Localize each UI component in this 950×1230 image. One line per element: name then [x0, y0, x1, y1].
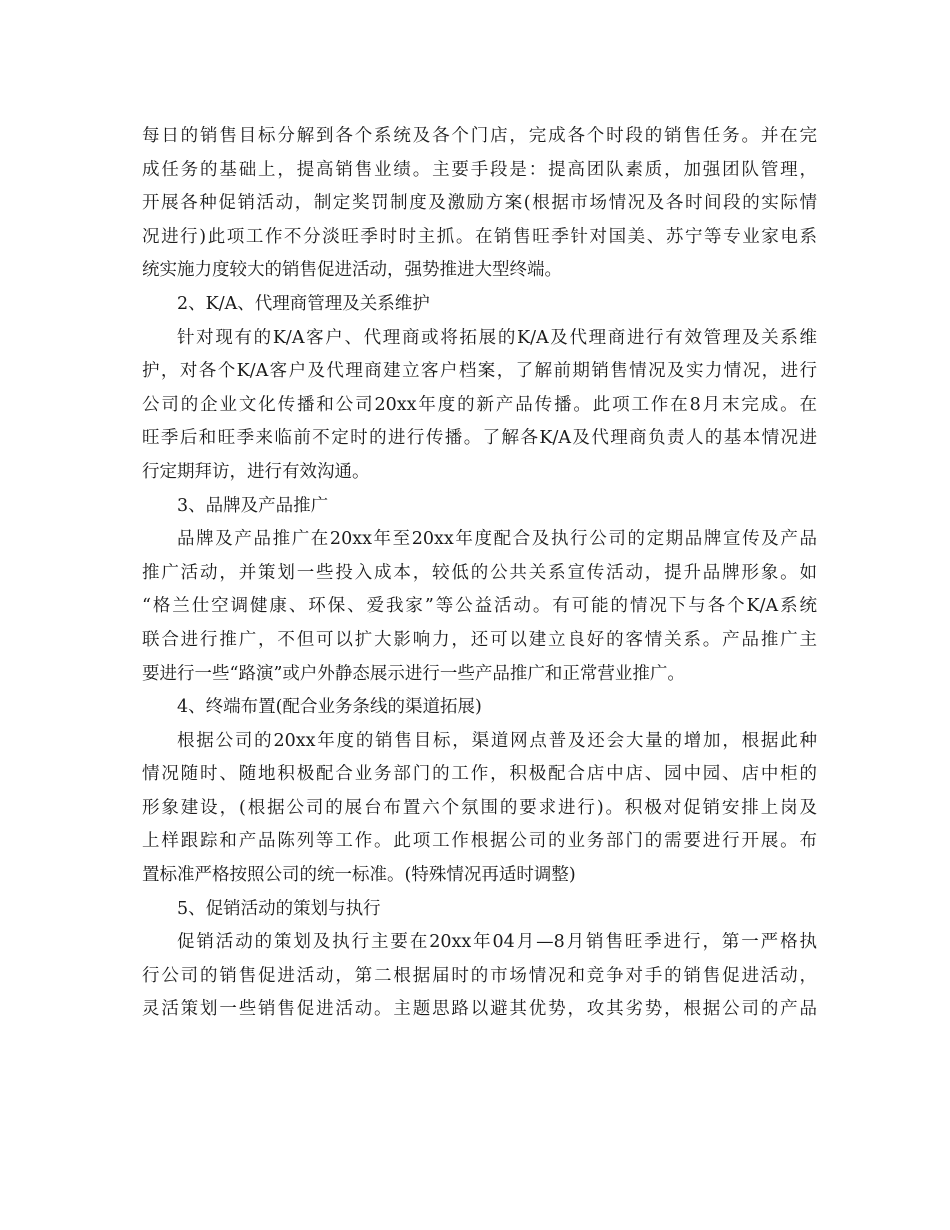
- paragraph-line: 针对现有的K/A客户、代理商或将拓展的K/A及代理商进行有效管理及关系维: [177, 327, 817, 348]
- paragraph-line: 护，对各个K/A客户及代理商建立客户档案，了解前期销售情况及实力情况，进行: [142, 361, 817, 382]
- paragraph-line: “格兰仕空调健康、环保、爱我家”等公益活动。有可能的情况下与各个K/A系统: [142, 596, 817, 617]
- paragraph-line: 根据公司的20xx年度的销售目标，渠道网点普及还会大量的增加，根据此种: [177, 730, 817, 751]
- paragraph-line: 开展各种促销活动，制定奖罚制度及激励方案(根据市场情况及各时间段的实际情: [142, 193, 817, 214]
- section-heading: 2、K/A、代理商管理及关系维护: [177, 293, 430, 314]
- paragraph-line: 情况随时、随地积极配合业务部门的工作，积极配合店中店、园中园、店中柜的: [142, 764, 817, 785]
- paragraph-line: 况进行)此项工作不分淡旺季时时主抓。在销售旺季针对国美、苏宁等专业家电系: [142, 226, 817, 247]
- paragraph-line: 成任务的基础上，提高销售业绩。主要手段是：提高团队素质，加强团队管理，: [142, 159, 817, 180]
- paragraph-line: 行公司的销售促进活动，第二根据届时的市场情况和竞争对手的销售促进活动，: [142, 965, 817, 986]
- section-heading: 5、促销活动的策划与执行: [177, 898, 381, 919]
- paragraph-line: 推广活动，并策划一些投入成本，较低的公共关系宣传活动，提升品牌形象。如: [142, 562, 817, 583]
- paragraph-line: 灵活策划一些销售促进活动。主题思路以避其优势，攻其劣势，根据公司的产品: [142, 999, 817, 1020]
- paragraph-line: 置标准严格按照公司的统一标准。(特殊情况再适时调整): [142, 865, 576, 886]
- paragraph-line: 上样跟踪和产品陈列等工作。此项工作根据公司的业务部门的需要进行开展。布: [142, 831, 817, 852]
- document-body: [142, 120, 817, 1027]
- paragraph-line: 品牌及产品推广在20xx年至20xx年度配合及执行公司的定期品牌宣传及产品: [177, 529, 817, 550]
- paragraph-line: 行定期拜访，进行有效沟通。: [142, 461, 370, 482]
- paragraph-line: 联合进行推广，不但可以扩大影响力，还可以建立良好的客情关系。产品推广主: [142, 629, 817, 650]
- paragraph-line: 统实施力度较大的销售促进活动，强势推进大型终端。: [142, 260, 562, 281]
- paragraph-line: 形象建设，(根据公司的展台布置六个氛围的要求进行)。积极对促销安排上岗及: [142, 797, 817, 818]
- section-heading: 3、品牌及产品推广: [177, 495, 329, 516]
- paragraph-line: 要进行一些“路演”或户外静态展示进行一些产品推广和正常营业推广。: [142, 663, 685, 684]
- paragraph-line: 每日的销售目标分解到各个系统及各个门店，完成各个时段的销售任务。并在完: [142, 126, 817, 146]
- section-heading: 4、终端布置(配合业务条线的渠道拓展): [177, 697, 482, 718]
- paragraph-line: 促销活动的策划及执行主要在20xx年04月—8月销售旺季进行，第一严格执: [177, 932, 817, 953]
- paragraph-line: 旺季后和旺季来临前不定时的进行传播。了解各K/A及代理商负责人的基本情况进: [142, 428, 817, 449]
- paragraph-line: 公司的企业文化传播和公司20xx年度的新产品传播。此项工作在8月末完成。在: [142, 394, 817, 415]
